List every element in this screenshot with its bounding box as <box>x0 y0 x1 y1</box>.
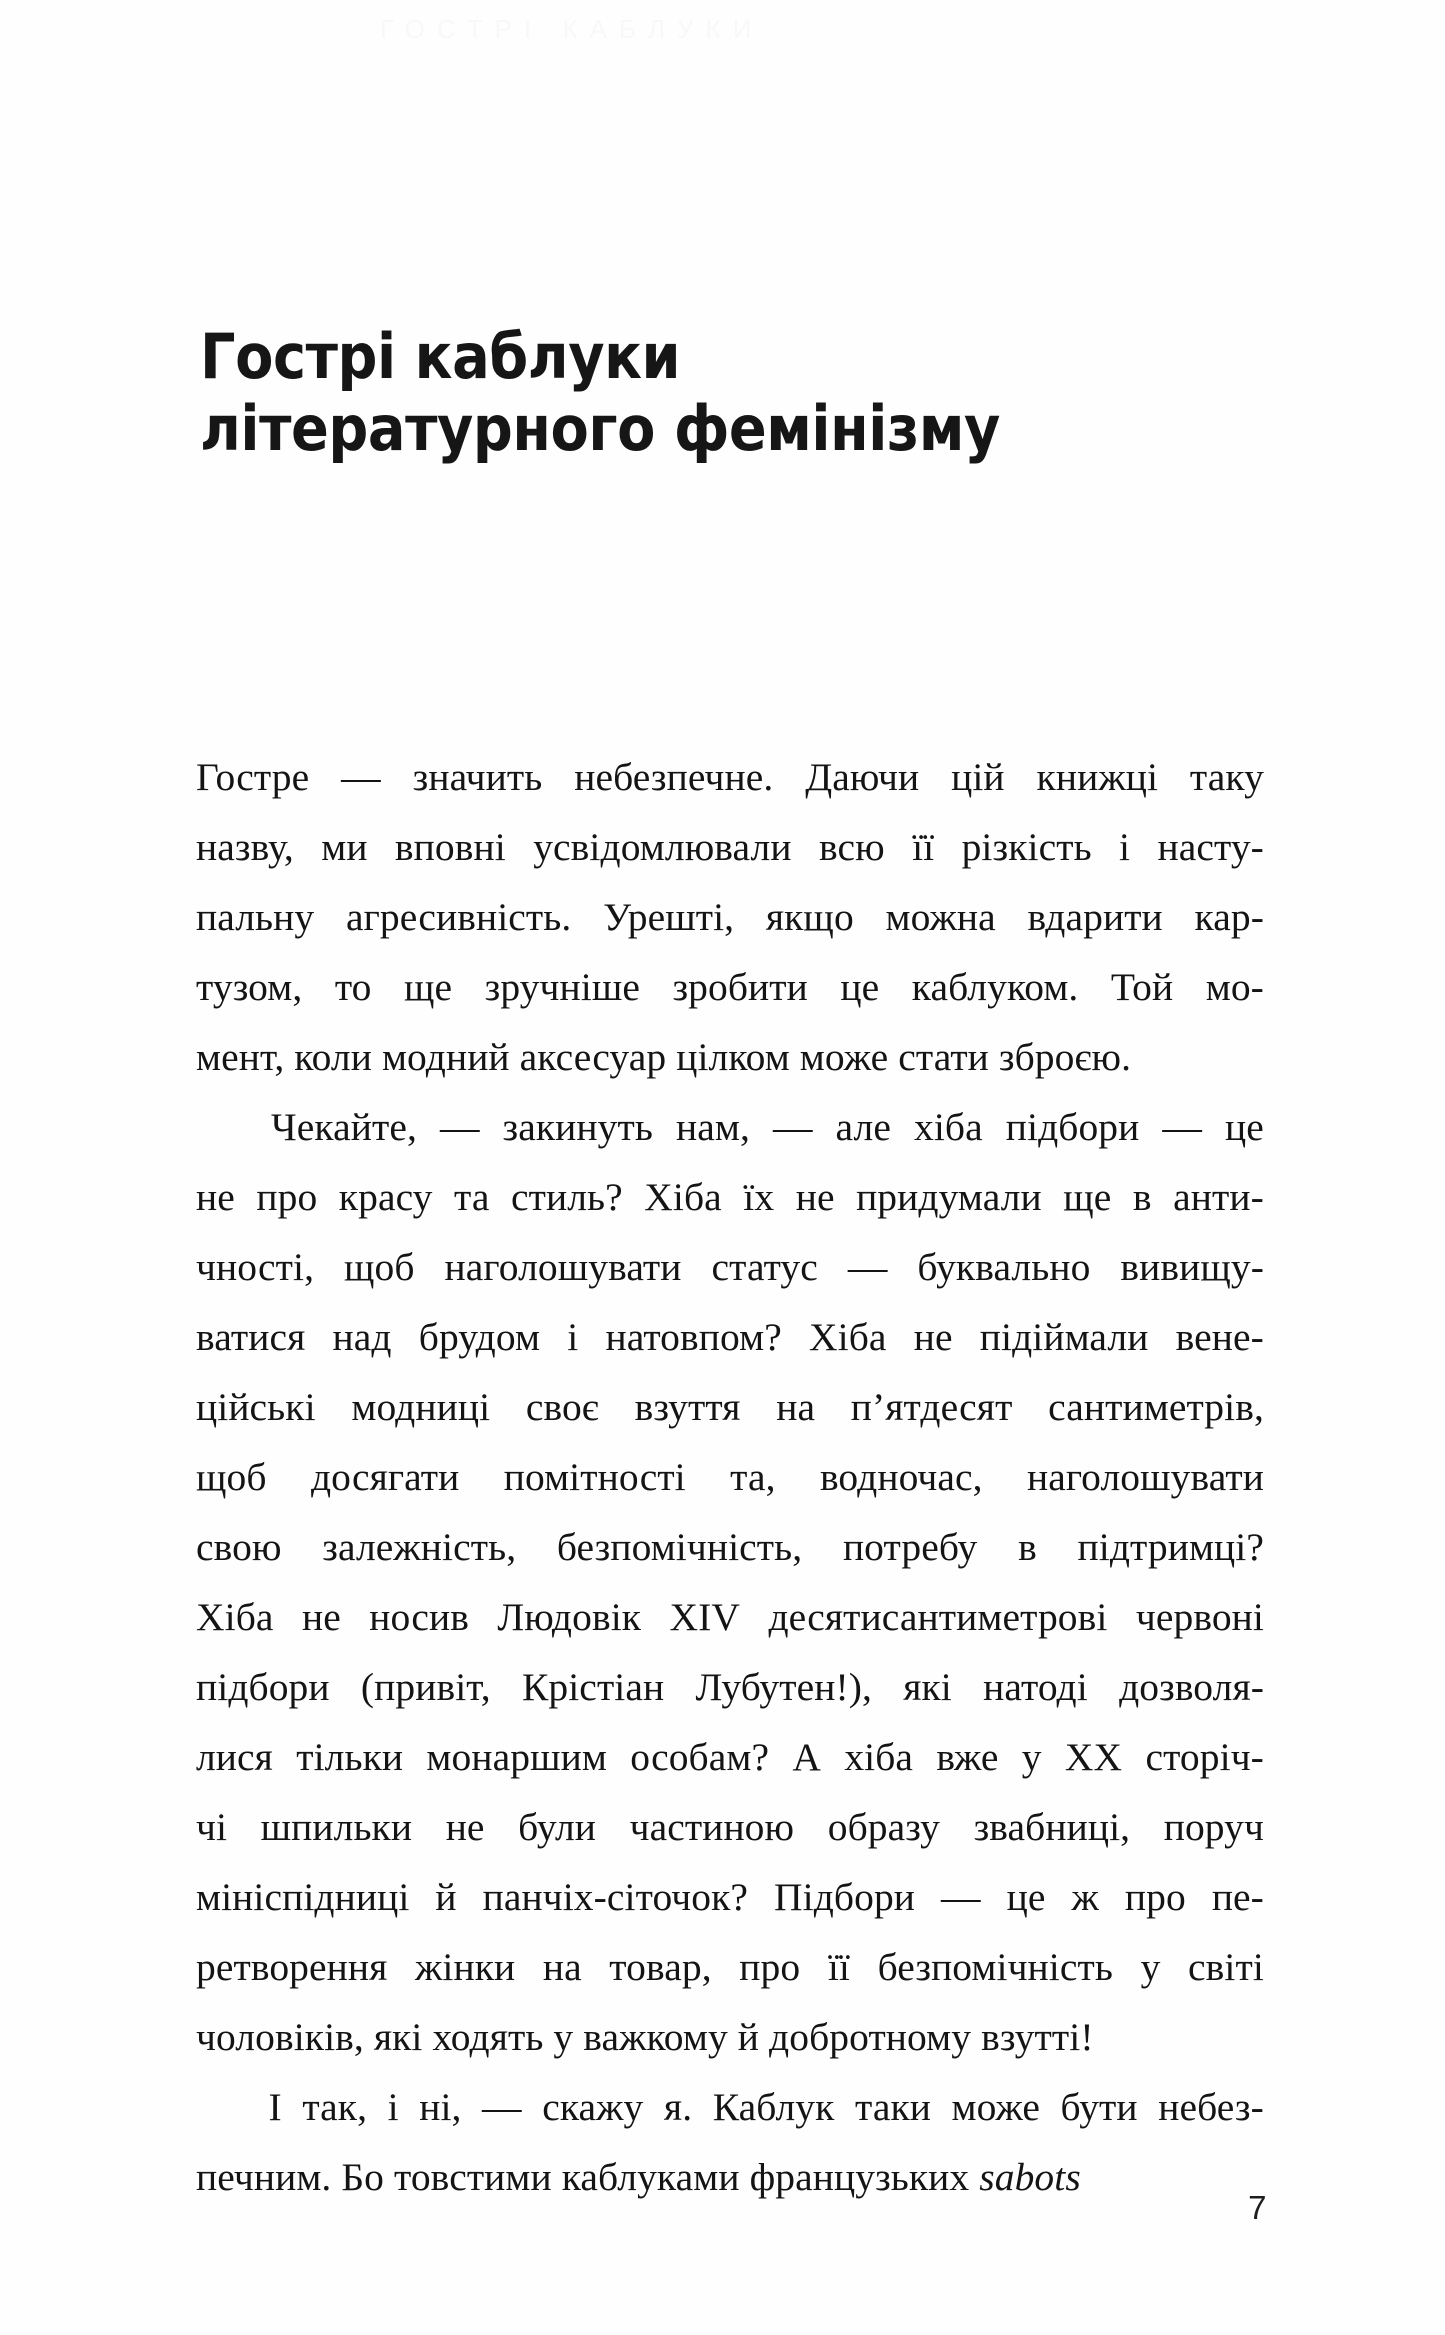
word: красу <box>338 1175 433 1219</box>
word: я. <box>663 2085 693 2129</box>
word: то <box>334 965 372 1009</box>
word: лися <box>196 1735 273 1779</box>
word: десятисантиметрові <box>768 1595 1108 1639</box>
text-line <box>196 1652 1264 1722</box>
text-line <box>196 1932 1264 2002</box>
text-line <box>196 1792 1264 1862</box>
word: небез- <box>1158 2085 1264 2129</box>
word: частиною <box>629 1805 795 1849</box>
word: підіймали <box>979 1315 1149 1359</box>
word: всю <box>818 825 885 869</box>
word: особам? <box>630 1735 770 1779</box>
word: Гостре <box>196 755 310 799</box>
word: червоні <box>1135 1595 1264 1639</box>
word: І <box>268 2085 282 2129</box>
word: п’ятдесят <box>850 1385 1013 1429</box>
word: залежність, <box>322 1525 517 1569</box>
chapter-title-line-2: літературного фемінізму <box>200 392 1000 466</box>
word: — <box>941 1875 981 1919</box>
word: хіба <box>913 1105 983 1149</box>
word: мініспідниці <box>196 1875 410 1919</box>
word: які <box>903 1665 952 1709</box>
word: буквально <box>917 1245 1091 1289</box>
word: це <box>1006 1875 1046 1919</box>
word: таки <box>854 2085 931 2129</box>
word: — <box>439 1105 480 1149</box>
word: (привіт, <box>360 1665 491 1709</box>
word: Даючи <box>805 755 920 799</box>
word: Хіба <box>644 1175 722 1219</box>
text-line <box>196 1722 1264 1792</box>
first-line-indent <box>196 1092 248 1162</box>
text-line <box>196 1162 1264 1232</box>
word: чі <box>196 1805 228 1849</box>
word: панчіх-сіточок? <box>482 1875 749 1919</box>
word: Чекайте, <box>271 1105 417 1149</box>
paragraph-2 <box>196 1092 1264 2072</box>
word: анти- <box>1173 1175 1264 1219</box>
word: не <box>795 1175 835 1219</box>
word: над <box>332 1315 392 1359</box>
word: підтримці? <box>1077 1525 1264 1569</box>
word: XX <box>1064 1735 1123 1779</box>
page-number: 7 <box>1248 2189 1267 2226</box>
text-line-with-italic <box>196 2142 1264 2212</box>
word: це <box>840 965 880 1009</box>
word: зручніше <box>484 965 640 1009</box>
italic-foreign-term: sabots <box>979 2155 1081 2199</box>
chapter-title <box>200 321 1280 465</box>
word: і <box>1119 825 1131 869</box>
word: монаршим <box>426 1735 607 1779</box>
word: так, <box>302 2085 368 2129</box>
word: чності, <box>196 1245 315 1289</box>
text-line <box>196 952 1264 1022</box>
word: Той <box>1110 965 1174 1009</box>
word: про <box>739 1945 801 1989</box>
text-line <box>196 1372 1264 1442</box>
word: скажу <box>542 2085 644 2129</box>
word: пе- <box>1211 1875 1264 1919</box>
word: сантиметрів, <box>1048 1385 1264 1429</box>
word: звабниці, <box>973 1805 1131 1849</box>
word: тузом, <box>196 965 303 1009</box>
word: тільки <box>296 1735 404 1779</box>
word: не <box>445 1805 485 1849</box>
word: Каблук <box>712 2085 835 2129</box>
word: придумали <box>856 1175 1042 1219</box>
word: може <box>951 2085 1040 2129</box>
word: щоб <box>344 1245 415 1289</box>
word: хіба <box>844 1735 914 1779</box>
word: Підбори <box>774 1875 916 1919</box>
paragraph-1 <box>196 742 1264 1092</box>
word: назву, <box>196 825 294 869</box>
word: вдарити <box>1027 895 1163 939</box>
word: каблуком. <box>911 965 1079 1009</box>
word: вене- <box>1175 1315 1264 1359</box>
chapter-title-line-1: Гострі каблуки <box>200 320 681 394</box>
word: Хіба <box>809 1315 887 1359</box>
word: безпомічність, <box>556 1525 803 1569</box>
word: не <box>196 1175 235 1219</box>
word: сторіч- <box>1145 1735 1264 1779</box>
word: підбори <box>1005 1105 1140 1149</box>
word: натовпом? <box>605 1315 782 1359</box>
text-line <box>196 1442 1264 1512</box>
word: їх <box>743 1175 775 1219</box>
word: ні, <box>419 2085 462 2129</box>
word: різкість <box>961 825 1092 869</box>
word: насту- <box>1157 825 1264 869</box>
text-line: мент, коли модний аксесуар цілком може стати зброєю. <box>196 1035 1132 1079</box>
word: стиль? <box>510 1175 623 1219</box>
word: поруч <box>1163 1805 1264 1849</box>
word: мо- <box>1205 965 1264 1009</box>
word: і <box>567 1315 579 1359</box>
word: кар- <box>1194 895 1264 939</box>
text-line-indented <box>196 1092 1264 1162</box>
word: носив <box>369 1595 469 1639</box>
text-line <box>196 1582 1264 1652</box>
word: агресивність. <box>345 895 572 939</box>
word: — <box>772 1105 813 1149</box>
word: але <box>835 1105 891 1149</box>
word: шпильки <box>260 1805 413 1849</box>
word: ми <box>321 825 368 869</box>
word: книжці <box>1036 755 1159 799</box>
word: і <box>387 2085 399 2129</box>
word: та, <box>730 1455 776 1499</box>
word: дозволя- <box>1119 1665 1264 1709</box>
word: модниці <box>351 1385 491 1429</box>
word: закинуть <box>502 1105 653 1149</box>
word: у <box>1021 1735 1042 1779</box>
word: Хіба <box>196 1595 274 1639</box>
word: її <box>827 1945 850 1989</box>
text-line <box>196 1512 1264 1582</box>
word: її <box>912 825 935 869</box>
word: вивищу- <box>1120 1245 1264 1289</box>
word: ж <box>1071 1875 1099 1919</box>
word: цій <box>951 755 1005 799</box>
word: свою <box>196 1525 282 1569</box>
word: не <box>301 1595 341 1639</box>
paragraph-3 <box>196 2072 1264 2212</box>
word: нам, <box>675 1105 750 1149</box>
word: досягати <box>310 1455 460 1499</box>
word: — <box>1162 1105 1203 1149</box>
word: усвідомлювали <box>533 825 792 869</box>
word: — <box>847 1245 888 1289</box>
word: про <box>1124 1875 1186 1919</box>
text-line <box>196 742 1264 812</box>
word: ще <box>404 965 453 1009</box>
text-line <box>196 1862 1264 1932</box>
word: наголошувати <box>1026 1455 1264 1499</box>
word: на <box>542 1945 582 1989</box>
word: й <box>435 1875 457 1919</box>
word: ретворення <box>196 1945 388 1989</box>
word: це <box>1225 1105 1264 1149</box>
word: образу <box>827 1805 940 1849</box>
word: в <box>1018 1525 1037 1569</box>
word: XIV <box>669 1595 741 1639</box>
word: у <box>1140 1945 1161 1989</box>
word: на <box>776 1385 816 1429</box>
word: водночас, <box>819 1455 983 1499</box>
text-line-indented <box>196 2072 1264 2142</box>
word: вповні <box>394 825 506 869</box>
word: взуття <box>634 1385 741 1429</box>
word: А <box>792 1735 822 1779</box>
word: та <box>454 1175 490 1219</box>
word: брудом <box>418 1315 541 1359</box>
word: — <box>341 755 381 799</box>
word: наголошувати <box>444 1245 682 1289</box>
word: безпомічність <box>877 1945 1113 1989</box>
word: товар, <box>609 1945 712 1989</box>
text-line <box>196 1302 1264 1372</box>
word: потребу <box>842 1525 978 1569</box>
word: небезпечне. <box>574 755 774 799</box>
text-line <box>196 812 1264 882</box>
word: щоб <box>196 1455 267 1499</box>
word: світі <box>1188 1945 1264 1989</box>
word: — <box>482 2085 522 2129</box>
body-text-block <box>196 742 1264 2212</box>
word: зробити <box>672 965 808 1009</box>
text-line <box>196 1232 1264 1302</box>
word: якщо <box>765 895 854 939</box>
word: натоді <box>983 1665 1088 1709</box>
word: помітності <box>503 1455 686 1499</box>
word: таку <box>1189 755 1264 799</box>
word: ватися <box>196 1315 306 1359</box>
word: бути <box>1060 2085 1138 2129</box>
word: про <box>256 1175 318 1219</box>
word: ційські <box>196 1385 316 1429</box>
word: пальну <box>196 895 315 939</box>
word: підбори <box>196 1665 330 1709</box>
word: можна <box>885 895 996 939</box>
word: не <box>913 1315 953 1359</box>
text-line: чоловіків, які ходять у важкому й добротному взутті! <box>196 2015 1094 2059</box>
word: Людовік <box>497 1595 642 1639</box>
word: були <box>518 1805 597 1849</box>
word: вже <box>936 1735 999 1779</box>
word: в <box>1132 1175 1152 1219</box>
scan-watermark-artifact <box>380 14 1080 84</box>
word: статус <box>711 1245 818 1289</box>
word: Лубутен!), <box>695 1665 872 1709</box>
word: жінки <box>415 1945 516 1989</box>
text-line-content: печним. Бо товстими каблуками французьких <box>196 2155 980 2199</box>
text-line <box>196 882 1264 952</box>
word: ще <box>1063 1175 1112 1219</box>
word: своє <box>525 1385 599 1429</box>
word: Урешті, <box>603 895 735 939</box>
word: значить <box>412 755 543 799</box>
first-line-indent <box>196 2072 248 2142</box>
word: Крістіан <box>521 1665 665 1709</box>
